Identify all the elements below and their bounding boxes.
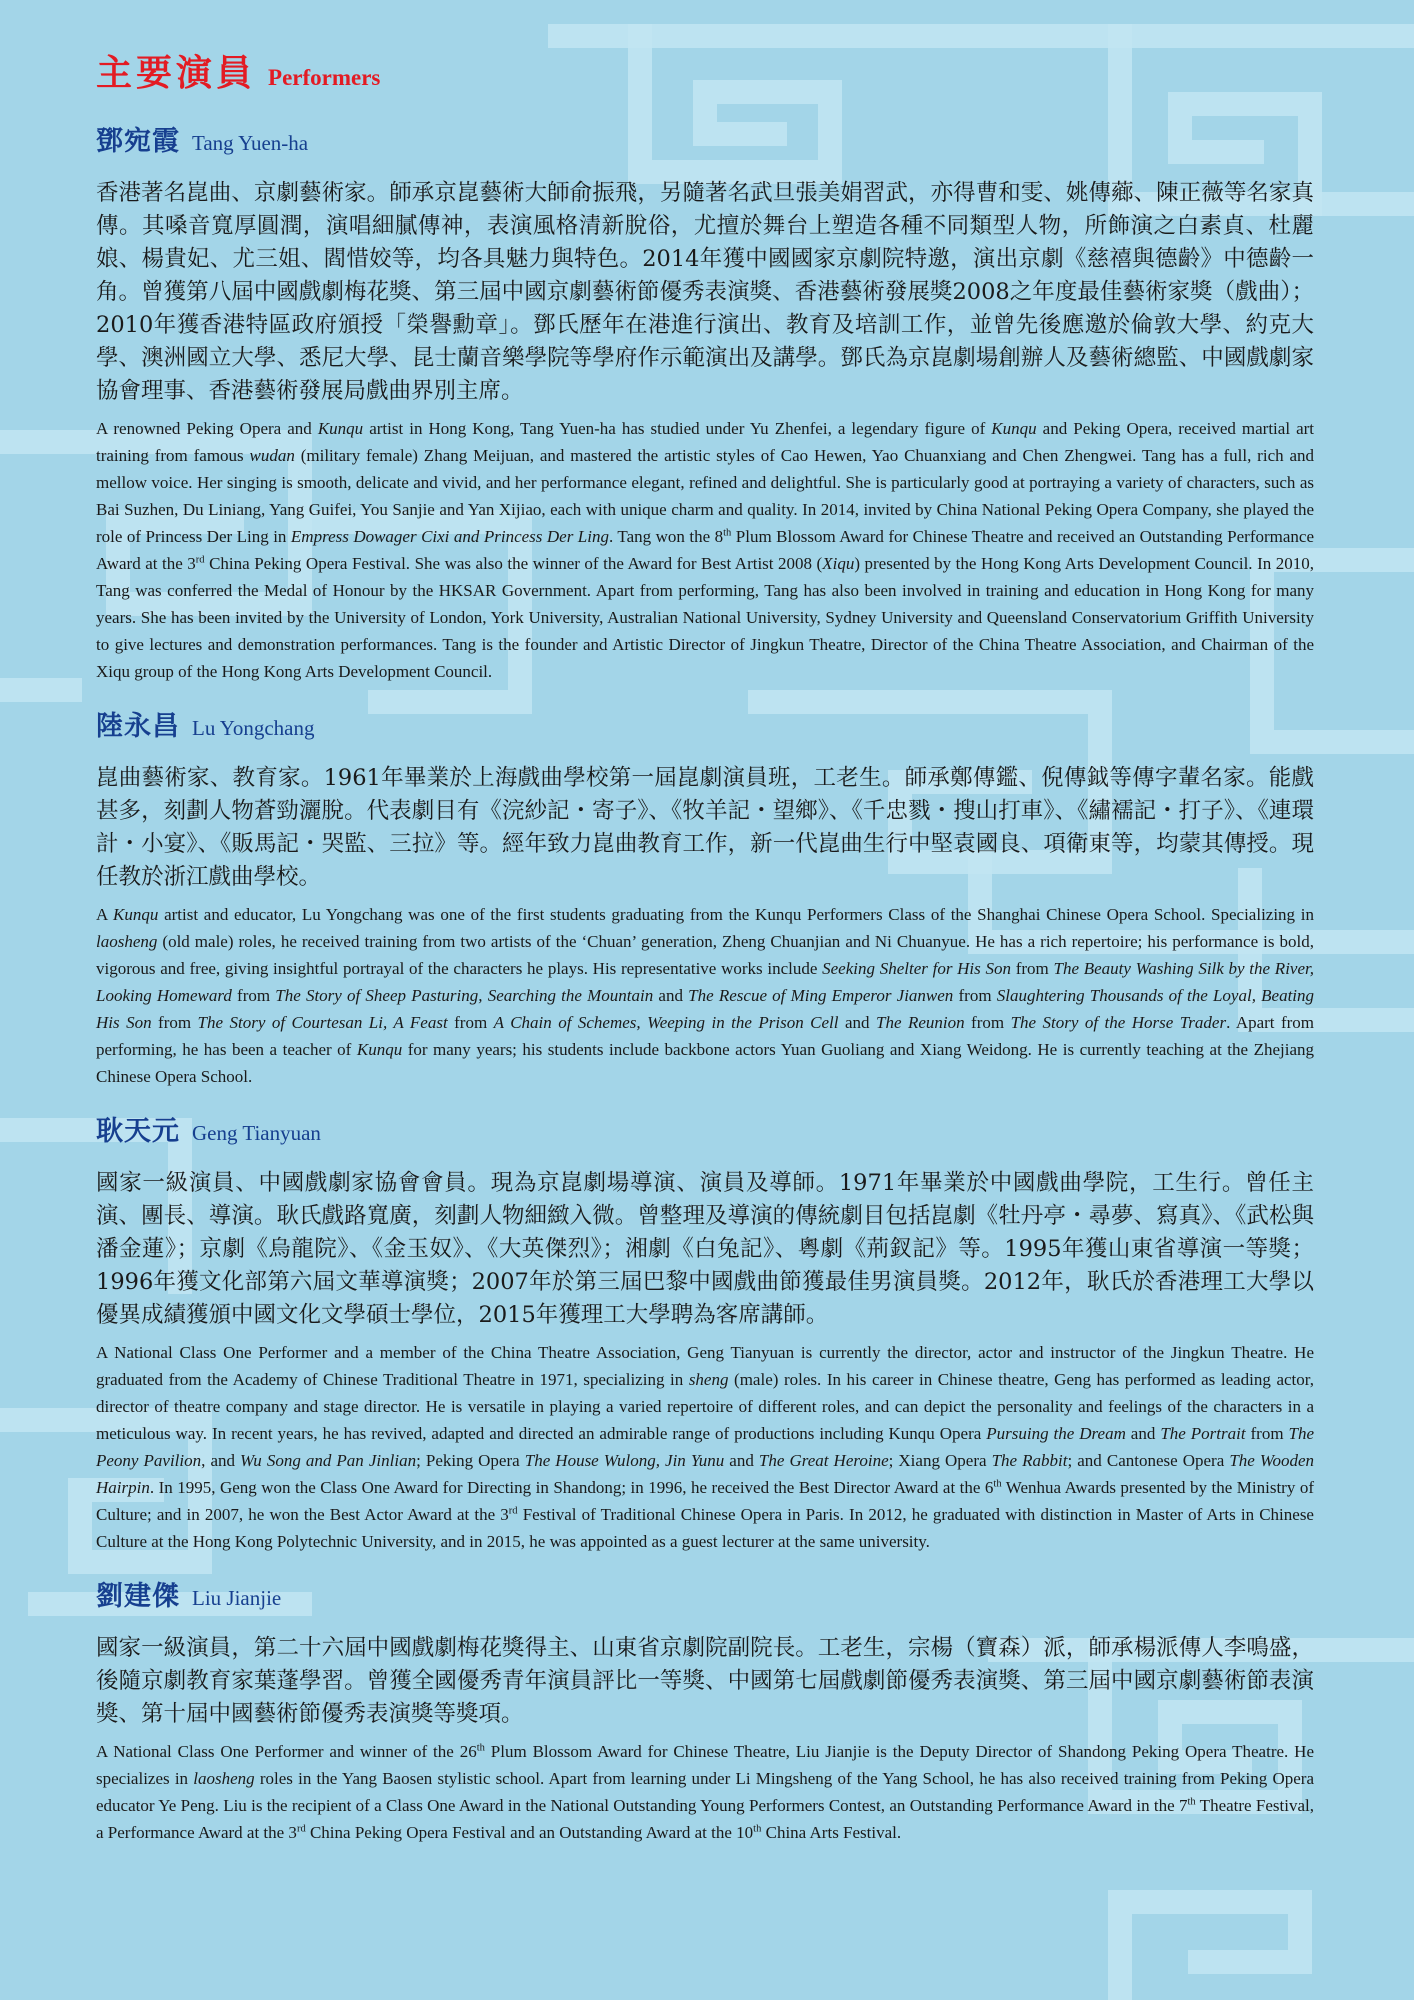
performer-name-english: Geng Tianyuan [192, 1121, 321, 1145]
text-run: China Arts Festival. [761, 1823, 902, 1842]
bio-english [96, 901, 1314, 1090]
italic-title-run: Kunqu [356, 1040, 403, 1059]
italic-title-run: The Peony Pavilion [96, 1424, 1315, 1470]
performer-section [96, 1579, 1314, 1846]
italic-title-run: Empress Dowager Cixi and Princess Der Ling [290, 527, 609, 546]
italic-title-run: The Rabbit [991, 1451, 1068, 1470]
ordinal-suffix: rd [195, 554, 205, 566]
italic-title-run: Seeking Shelter for His Son [822, 959, 1011, 978]
performer-name-chinese: 劉建傑 [96, 1581, 180, 1612]
text-run: and [724, 1451, 759, 1470]
text-run: ) presented by the Hong Kong Arts Development Council. In 2010, Tang was conferred the Medal of Honour by the HKSAR Government. Apart from performing, Tang has also been involved in training and education in Hong Kong for many years. She has been invited by the University of London, York University, Australian National University, Sydney University and Queensland Conservatorium Griffith University to give lectures and demonstration performances. Tang is the founder and Artistic Director of Jingkun Theatre, Director of the China Theatre Association, and Chairman of the Xiqu group of the Hong Kong Arts Development Council. [96, 554, 1314, 681]
ordinal-suffix: th [753, 1823, 762, 1835]
bio-english [96, 415, 1314, 685]
ordinal-suffix: th [476, 1742, 485, 1754]
text-run: and [838, 1013, 876, 1032]
performer-name-english: Lu Yongchang [192, 716, 315, 740]
text-run: . In 1995, Geng won the Class One Award for Directing in Shandong; in 1996, he received the Best Director Award at the 6 [149, 1478, 994, 1497]
performer-section [96, 709, 1314, 1090]
performer-name-chinese: 鄧宛霞 [96, 126, 180, 157]
text-run: from [447, 1013, 494, 1032]
text-run: from [964, 1013, 1011, 1032]
italic-title-run: wudan [249, 446, 295, 465]
heading-english: Performers [268, 65, 381, 90]
text-run: Wenhua Awards presented by the Ministry of Culture; and in 2007, he won the Best Actor Award at the 3 [96, 1478, 1314, 1524]
italic-title-run: The Rescue of Ming Emperor Jianwen [688, 986, 954, 1005]
performer-name-chinese: 陸永昌 [96, 711, 180, 742]
text-run: from [953, 986, 997, 1005]
italic-title-run: Slaughtering Thousands of the Loyal, Beating His Son [96, 986, 1315, 1032]
ordinal-suffix: th [723, 527, 732, 539]
italic-title-run: sheng [688, 1370, 729, 1389]
text-run: from [231, 986, 276, 1005]
text-run: ; and Cantonese Opera [1067, 1451, 1230, 1470]
text-run: and [653, 986, 689, 1005]
italic-title-run: laosheng [96, 932, 158, 951]
text-run: from [1245, 1424, 1289, 1443]
performer-name [96, 1579, 1314, 1615]
italic-title-run: The Story of Courtesan Li, A Feast [197, 1013, 448, 1032]
text-run: A [96, 905, 114, 924]
performer-name-chinese: 耿天元 [96, 1116, 180, 1147]
italic-title-run: Xiqu [822, 554, 855, 573]
italic-title-run: Pursuing the Dream [986, 1424, 1126, 1443]
text-run: (male) roles. In his career in Chinese theatre, Geng has performed as leading actor, director of theatre company and stage director. He is versatile in playing a varied repertoire of different roles, and can depict the personality and feelings of the characters in a meticulous way. In recent years, he has revived, adapted and directed an admirable range of productions including Kunqu Opera [96, 1370, 1315, 1443]
text-run: . Apart from performing, he has been a teacher of [96, 1013, 1315, 1059]
italic-title-run: Kunqu [113, 905, 159, 924]
text-run: for many years; his students include backbone actors Yuan Guoliang and Xiang Weidong. He is currently teaching at the Zhejiang Chinese Opera School. [96, 1040, 1314, 1086]
ordinal-suffix: th [993, 1478, 1002, 1490]
bio-chinese: 國家一級演員、中國戲劇家協會會員。現為京崑劇場導演、演員及導師。1971年畢業於中國戲曲學院，工生行。曾任主演、團長、導演。耿氏戲路寬廣，刻劃人物細緻入微。曾整理及導演的傳統劇目包括崑劇《牡丹亭・尋夢、寫真》、《武松與潘金蓮》；京劇《烏龍院》、《金玉奴》、《大英傑烈》；湘劇《白兔記》、粵劇《荊釵記》等。1995年獲山東省導演一等獎；1996年獲文化部第六屆文華導演獎；2007年於第三屆巴黎中國戲曲節獲最佳男演員獎。2012年，耿氏於香港理工大學以優異成績獲頒中國文化文學碩士學位，2015年獲理工大學聘為客席講師。 [96, 1170, 1314, 1328]
ordinal-suffix: rd [508, 1505, 518, 1517]
text-run: artist and educator, Lu Yongchang was one of the first students graduating from the Kunqu Performers Class of the Shanghai Chinese Opera School. Specializing in [158, 905, 1314, 924]
italic-title-run: The Story of the Horse Trader [1010, 1013, 1227, 1032]
italic-title-run: Kunqu [317, 419, 364, 438]
text-run: and [1125, 1424, 1161, 1443]
bio-english [96, 1339, 1314, 1555]
performer-section [96, 124, 1314, 685]
ordinal-suffix: rd [296, 1823, 306, 1835]
bio-english [96, 1738, 1314, 1846]
italic-title-run: laosheng [193, 1769, 255, 1788]
text-run: A National Class One Performer and a member of the China Theatre Association, Geng Tianyuan is currently the director, actor and instructor of the Jingkun Theatre. He graduated from the Academy of Chinese Traditional Theatre in 1971, specializing in [96, 1343, 1314, 1389]
performer-name [96, 1114, 1314, 1150]
italic-title-run: The Reunion [875, 1013, 965, 1032]
text-run: (old male) roles, he received training from two artists of the ‘Chuan’ generation, Zheng Chuanjian and Ni Chuanyue. He has a rich repertoire; his performance is bold, vigorous and free, giving insightful portrayal of the characters he plays. His representative works include [96, 932, 1314, 978]
italic-title-run: The Beauty Washing Silk by the River, Looking Homeward [96, 959, 1314, 1005]
italic-title-run: The Story of Sheep Pasturing, Searching the Mountain [275, 986, 654, 1005]
italic-title-run: Wu Song and Pan Jinlian [240, 1451, 417, 1470]
text-run: Plum Blossom Award for Chinese Theatre and received an Outstanding Performance Award at the 3 [96, 527, 1315, 573]
text-run: ; Peking Opera [416, 1451, 525, 1470]
text-run: artist in Hong Kong, Tang Yuen-ha has studied under Yu Zhenfei, a legendary figure of [363, 419, 992, 438]
performer-name-english: Liu Jianjie [192, 1586, 282, 1610]
text-run: . Tang won the 8 [608, 527, 724, 546]
text-run: China Peking Opera Festival. She was also the winner of the Award for Best Artist 2008 ( [204, 554, 823, 573]
ordinal-suffix: th [1187, 1796, 1196, 1808]
performer-name-english: Tang Yuen-ha [192, 131, 309, 155]
italic-title-run: Kunqu [991, 419, 1037, 438]
italic-title-run: A Chain of Schemes, Weeping in the Prison Cell [493, 1013, 839, 1032]
heading-chinese: 主要演員 [96, 52, 257, 94]
italic-title-run: The Great Heroine [758, 1451, 889, 1470]
bio-chinese: 崑曲藝術家、教育家。1961年畢業於上海戲曲學校第一屆崑劇演員班，工老生。師承鄭傳鑑、倪傳鉞等傳字輩名家。能戲甚多，刻劃人物蒼勁灑脫。代表劇目有《浣紗記・寄子》、《牧羊記・望鄉》、《千忠戮・搜山打車》、《繡襦記・打子》、《連環計・小宴》、《販馬記・哭監、三拉》等。經年致力崑曲教育工作，新一代崑曲生行中堅袁國良、項衛東等，均蒙其傳授。現任教於浙江戲曲學校。 [96, 765, 1314, 890]
text-run: from [1011, 959, 1054, 978]
text-run: A renowned Peking Opera and [96, 419, 318, 438]
page-heading [96, 50, 1314, 96]
bio-chinese: 國家一級演員，第二十六屆中國戲劇梅花獎得主、山東省京劇院副院長。工老生，宗楊（寶森）派，師承楊派傳人李鳴盛，後隨京劇教育家葉蓬學習。曾獲全國優秀青年演員評比一等獎、中國第七屆戲劇節優秀表演獎、第三屆中國京劇藝術節表演獎、第十屆中國藝術節優秀表演獎等獎項。 [96, 1635, 1314, 1727]
performer-name [96, 124, 1314, 160]
italic-title-run: The Wooden Hairpin [96, 1451, 1315, 1497]
text-run: China Peking Opera Festival and an Outstanding Award at the 10 [305, 1823, 754, 1842]
text-run: from [151, 1013, 198, 1032]
bio-chinese: 香港著名崑曲、京劇藝術家。師承京崑藝術大師俞振飛，另隨著名武旦張美娟習武，亦得曹和雯、姚傳薌、陳正薇等名家真傳。其嗓音寬厚圓潤，演唱細膩傳神，表演風格清新脫俗，尤擅於舞台上塑造各種不同類型人物，所飾演之白素貞、杜麗娘、楊貴妃、尤三姐、閻惜姣等，均各具魅力與特色。2014年獲中國國家京劇院特邀，演出京劇《慈禧與德齡》中德齡一角。曾獲第八屆中國戲劇梅花獎、第三屆中國京劇藝術節優秀表演獎、香港藝術發展獎2008之年度最佳藝術家獎（戲曲）；2010年獲香港特區政府頒授「榮譽勳章」。鄧氏歷年在港進行演出、教育及培訓工作，並曾先後應邀於倫敦大學、約克大學、澳洲國立大學、悉尼大學、昆士蘭音樂學院等學府作示範演出及講學。鄧氏為京崑劇場創辦人及藝術總監、中國戲劇家協會理事、香港藝術發展局戲曲界別主席。 [96, 180, 1314, 404]
text-run: , and [201, 1451, 241, 1470]
text-run: roles in the Yang Baosen stylistic school. Apart from learning under Li Mingsheng of the Yang School, he has also received training from Peking Opera educator Ye Peng. Liu is the recipient of a Class One Award in the National Outstanding Young Performers Contest, an Outstanding Performance Award in the 7 [96, 1769, 1314, 1815]
text-run: A National Class One Performer and winner of the 26 [96, 1742, 477, 1761]
performer-section [96, 1114, 1314, 1555]
text-run: Festival of Traditional Chinese Opera in Paris. In 2012, he graduated with distinction in Master of Arts in Chinese Culture at the Hong Kong Polytechnic University, and in 2015, he was appointed as a guest lecturer at the same university. [96, 1505, 1314, 1551]
performer-name [96, 709, 1314, 745]
italic-title-run: The House Wulong, Jin Yunu [524, 1451, 725, 1470]
text-run: (military female) Zhang Meijuan, and mastered the artistic styles of Cao Hewen, Yao Chuanxiang and Chen Zhengwei. Tang has a full, rich and mellow voice. Her singing is smooth, delicate and vivid, and her performance elegant, refined and delightful. She is particularly good at portraying a variety of characters, such as Bai Suzhen, Du Liniang, Yang Guifei, You Sanjie and Yan Xijiao, each with unique charm and quality. In 2014, invited by China National Peking Opera Company, she played the role of Princess Der Ling in [96, 446, 1315, 546]
text-run: Plum Blossom Award for Chinese Theatre, Liu Jianjie is the Deputy Director of Shandong Peking Opera Theatre. He specializes in [96, 1742, 1314, 1788]
text-run: and Peking Opera, received martial art training from famous [96, 419, 1315, 465]
text-run: ; Xiang Opera [888, 1451, 992, 1470]
text-run: Theatre Festival, a Performance Award at the 3 [96, 1796, 1314, 1842]
italic-title-run: The Portrait [1160, 1424, 1246, 1443]
